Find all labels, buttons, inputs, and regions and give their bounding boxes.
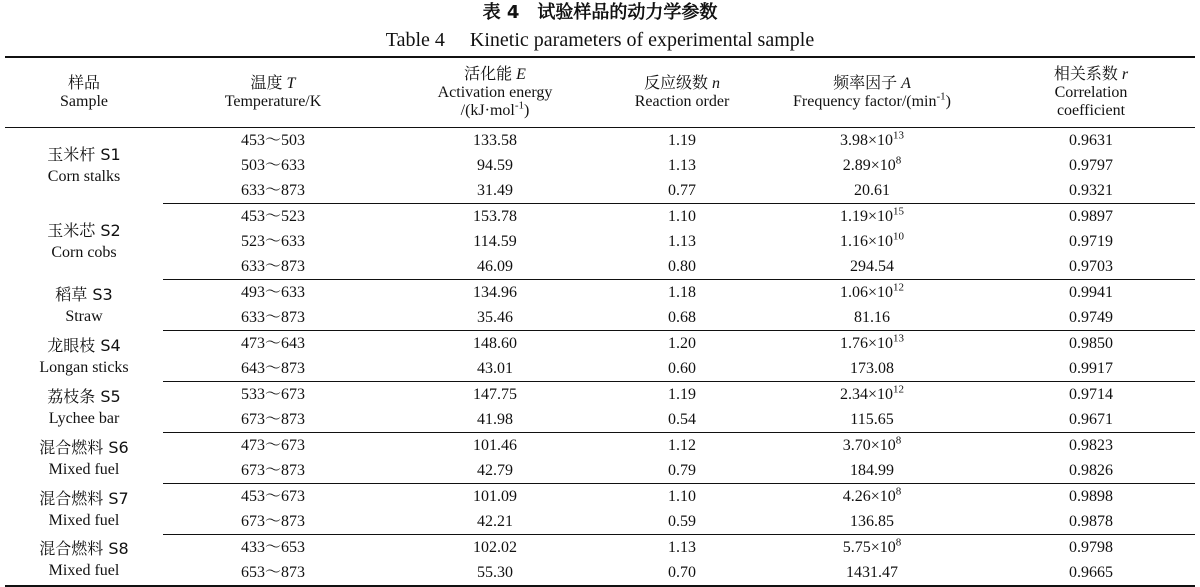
table-title-cn: 表 4 试验样品的动力学参数 bbox=[482, 2, 718, 23]
sample-name-en: Longan sticks bbox=[39, 358, 129, 376]
frequency-factor-base: 1431.47 bbox=[846, 564, 898, 581]
sample-name-cn: 混合燃料 S7 bbox=[39, 488, 129, 508]
frequency-factor-base: 173.08 bbox=[850, 360, 894, 377]
frequency-factor-base: 184.99 bbox=[850, 462, 894, 479]
frequency-factor-cell bbox=[757, 560, 987, 586]
frequency-factor-base: 115.65 bbox=[850, 411, 894, 428]
reaction-order-cell: 1.12 bbox=[668, 437, 696, 454]
activation-energy-cell: 31.49 bbox=[383, 178, 607, 204]
frequency-factor-base: 1.76×10 bbox=[839, 335, 894, 352]
sample-name-en: Lychee bar bbox=[48, 409, 120, 427]
activation-energy-cell: 94.59 bbox=[477, 157, 513, 174]
frequency-factor-cell bbox=[757, 433, 987, 459]
reaction-order-cell: 1.18 bbox=[668, 284, 696, 301]
frequency-factor-cell bbox=[757, 484, 987, 510]
correlation-cell: 0.9671 bbox=[987, 407, 1195, 433]
activation-energy-cell: 42.79 bbox=[383, 458, 607, 484]
temperature-cell: 633～873 bbox=[163, 305, 383, 331]
table-row bbox=[5, 280, 1195, 306]
sample-name-cn: 混合燃料 S8 bbox=[39, 539, 129, 559]
reaction-order-cell: 1.13 bbox=[668, 157, 696, 174]
frequency-factor-exponent: 15 bbox=[893, 205, 905, 218]
frequency-factor-exponent: 8 bbox=[895, 434, 902, 447]
temperature-cell: 453～523 bbox=[240, 208, 305, 225]
frequency-factor-exponent: 13 bbox=[893, 332, 905, 345]
temperature-cell: 673～873 bbox=[163, 407, 383, 433]
sample-cell bbox=[5, 382, 163, 433]
header-frequency-factor: 频率因子 A Frequency factor/$(\min^{-1})$ bbox=[757, 57, 987, 128]
table-row bbox=[5, 535, 1195, 561]
frequency-factor-cell bbox=[757, 305, 987, 331]
sample-name-en: Mixed fuel bbox=[48, 460, 120, 478]
activation-energy-cell: 46.09 bbox=[383, 254, 607, 280]
frequency-factor-cell bbox=[757, 204, 987, 230]
reaction-order-cell: 0.68 bbox=[607, 305, 757, 331]
correlation-cell: 0.9719 bbox=[1069, 233, 1113, 250]
frequency-factor-cell bbox=[757, 331, 987, 357]
activation-energy-cell: 35.46 bbox=[383, 305, 607, 331]
reaction-order-cell: 1.19 bbox=[668, 132, 696, 149]
frequency-factor-base: 2.89×10 bbox=[842, 157, 896, 174]
sample-name-cn: 荔枝条 S5 bbox=[47, 386, 121, 406]
activation-energy-cell: 148.60 bbox=[473, 335, 517, 352]
table-row bbox=[5, 560, 1195, 586]
frequency-factor-cell bbox=[757, 254, 987, 280]
frequency-factor-cell bbox=[757, 128, 987, 154]
correlation-cell: 0.9898 bbox=[1069, 488, 1113, 505]
sample-name-en: Corn cobs bbox=[51, 244, 117, 261]
header-reaction-order: 反应级数 n Reaction order bbox=[607, 57, 757, 128]
table-row bbox=[5, 229, 1195, 254]
sample-name-en: Straw bbox=[65, 307, 103, 325]
activation-energy-cell: 147.75 bbox=[473, 386, 517, 403]
sample-cell bbox=[5, 484, 163, 535]
temperature-cell: 673～873 bbox=[163, 509, 383, 535]
correlation-cell: 0.9850 bbox=[1069, 335, 1113, 352]
frequency-factor-exponent: 12 bbox=[893, 383, 905, 396]
sample-name-en: Corn stalks bbox=[47, 168, 121, 186]
kinetic-parameters-table bbox=[5, 56, 1195, 587]
temperature-cell: 533～673 bbox=[240, 386, 305, 403]
frequency-factor-cell bbox=[757, 178, 987, 204]
correlation-cell: 0.9714 bbox=[1069, 386, 1113, 403]
activation-energy-cell: 133.58 bbox=[473, 132, 517, 149]
sample-cell bbox=[5, 331, 163, 382]
temperature-cell: 633～873 bbox=[163, 178, 383, 204]
header-row bbox=[5, 57, 1195, 128]
frequency-factor-base: 1.19×10 bbox=[839, 208, 894, 225]
frequency-factor-base: 5.75×10 bbox=[842, 539, 896, 556]
frequency-factor-base: 1.06×10 bbox=[839, 284, 894, 301]
temperature-cell: 673～873 bbox=[163, 458, 383, 484]
table-row bbox=[5, 509, 1195, 535]
temperature-cell: 453～503 bbox=[240, 132, 305, 149]
frequency-factor-exponent: 8 bbox=[895, 154, 902, 167]
header-temperature: 温度 T Temperature/K bbox=[163, 57, 383, 128]
correlation-cell: 0.9798 bbox=[1069, 539, 1113, 556]
reaction-order-cell: 0.79 bbox=[607, 458, 757, 484]
correlation-cell: 0.9797 bbox=[1069, 157, 1113, 174]
sample-name-cn: 玉米杆 S1 bbox=[47, 145, 121, 165]
reaction-order-cell: 1.20 bbox=[668, 335, 696, 352]
temperature-cell: 523～633 bbox=[240, 233, 305, 250]
table-row bbox=[5, 178, 1195, 204]
reaction-order-cell: 0.59 bbox=[607, 509, 757, 535]
temperature-cell: 493～633 bbox=[240, 284, 305, 301]
sample-name-cn: 龙眼枝 S4 bbox=[47, 335, 121, 355]
activation-energy-cell: 101.46 bbox=[473, 437, 517, 454]
reaction-order-cell: 1.13 bbox=[668, 233, 696, 250]
reaction-order-cell: 1.19 bbox=[668, 386, 696, 403]
frequency-factor-base: 3.98×10 bbox=[839, 132, 894, 149]
frequency-factor-cell bbox=[757, 407, 987, 433]
table-title-en: Table 4 Kinetic parameters of experimental sample bbox=[385, 29, 815, 51]
header-correlation: 相关系数 r Correlation coefficient bbox=[987, 57, 1195, 128]
table-row bbox=[5, 305, 1195, 331]
frequency-factor-exponent: 8 bbox=[895, 536, 902, 549]
frequency-factor-exponent: 10 bbox=[893, 230, 905, 243]
temperature-cell: 473～643 bbox=[240, 335, 305, 352]
frequency-factor-cell bbox=[757, 356, 987, 382]
sample-cell bbox=[5, 433, 163, 484]
table-row bbox=[5, 128, 1195, 154]
frequency-factor-cell bbox=[757, 535, 987, 561]
reaction-order-cell: 0.80 bbox=[607, 254, 757, 280]
correlation-cell: 0.9941 bbox=[1069, 284, 1113, 301]
header-activation-energy: 活化能 E Activation energy /(kJ·mol$^{-1}$) bbox=[383, 57, 607, 128]
activation-energy-cell: 55.30 bbox=[477, 564, 513, 581]
temperature-cell: 473～673 bbox=[240, 437, 305, 454]
reaction-order-cell: 0.54 bbox=[607, 407, 757, 433]
temperature-cell: 643～873 bbox=[163, 356, 383, 382]
sample-name-cn: 稻草 S3 bbox=[55, 284, 113, 304]
temperature-cell: 433～653 bbox=[240, 539, 305, 556]
correlation-cell: 0.9631 bbox=[1069, 132, 1113, 149]
table-row bbox=[5, 153, 1195, 178]
frequency-factor-exponent: 13 bbox=[893, 129, 905, 142]
frequency-factor-base: 1.16×10 bbox=[839, 233, 894, 250]
frequency-factor-base: 294.54 bbox=[850, 258, 894, 275]
sample-name-cn: 玉米芯 S2 bbox=[47, 221, 121, 240]
temperature-cell: 503～633 bbox=[240, 157, 305, 174]
activation-energy-cell: 42.21 bbox=[383, 509, 607, 535]
table-row bbox=[5, 356, 1195, 382]
table-row bbox=[5, 331, 1195, 357]
frequency-factor-exponent: 12 bbox=[893, 281, 905, 294]
correlation-cell: 0.9703 bbox=[987, 254, 1195, 280]
activation-energy-cell: 102.02 bbox=[473, 539, 517, 556]
activation-energy-cell: 41.98 bbox=[383, 407, 607, 433]
correlation-cell: 0.9665 bbox=[1069, 564, 1113, 581]
correlation-cell: 0.9878 bbox=[987, 509, 1195, 535]
header-sample: 样品 Sample bbox=[5, 57, 163, 128]
reaction-order-cell: 0.60 bbox=[607, 356, 757, 382]
frequency-factor-base: 3.70×10 bbox=[842, 437, 896, 454]
frequency-factor-base: 81.16 bbox=[854, 309, 890, 326]
sample-cell bbox=[5, 280, 163, 331]
correlation-cell: 0.9917 bbox=[987, 356, 1195, 382]
reaction-order-cell: 0.70 bbox=[668, 564, 696, 581]
frequency-factor-cell bbox=[757, 280, 987, 306]
table-row bbox=[5, 407, 1195, 433]
frequency-factor-exponent: 8 bbox=[895, 485, 902, 498]
activation-energy-cell: 114.59 bbox=[473, 233, 517, 250]
sample-name-cn: 混合燃料 S6 bbox=[39, 437, 129, 457]
temperature-cell: 653～873 bbox=[240, 564, 305, 581]
frequency-factor-base: 2.34×10 bbox=[839, 386, 894, 403]
sample-name-en: Mixed fuel bbox=[48, 511, 120, 529]
temperature-cell: 633～873 bbox=[163, 254, 383, 280]
correlation-cell: 0.9826 bbox=[987, 458, 1195, 484]
table-row bbox=[5, 204, 1195, 230]
table-row bbox=[5, 484, 1195, 510]
activation-energy-cell: 153.78 bbox=[473, 208, 517, 225]
table-row bbox=[5, 382, 1195, 408]
reaction-order-cell: 1.10 bbox=[668, 488, 696, 505]
activation-energy-cell: 43.01 bbox=[383, 356, 607, 382]
frequency-factor-base: 20.61 bbox=[854, 182, 890, 199]
sample-cell bbox=[5, 128, 163, 204]
table-row bbox=[5, 254, 1195, 280]
correlation-cell: 0.9321 bbox=[987, 178, 1195, 204]
frequency-factor-cell bbox=[757, 229, 987, 254]
reaction-order-cell: 0.77 bbox=[607, 178, 757, 204]
sample-name-en: Mixed fuel bbox=[48, 562, 120, 580]
frequency-factor-base: 4.26×10 bbox=[842, 488, 896, 505]
activation-energy-cell: 134.96 bbox=[473, 284, 517, 301]
temperature-cell: 453～673 bbox=[240, 488, 305, 505]
frequency-factor-cell bbox=[757, 153, 987, 178]
correlation-cell: 0.9823 bbox=[1069, 437, 1113, 454]
frequency-factor-cell bbox=[757, 382, 987, 408]
correlation-cell: 0.9749 bbox=[987, 305, 1195, 331]
correlation-cell: 0.9897 bbox=[1069, 208, 1113, 225]
frequency-factor-cell bbox=[757, 458, 987, 484]
activation-energy-cell: 101.09 bbox=[473, 488, 517, 505]
frequency-factor-base: 136.85 bbox=[850, 513, 894, 530]
sample-cell bbox=[5, 204, 163, 280]
table-row bbox=[5, 458, 1195, 484]
table-body bbox=[5, 128, 1195, 587]
reaction-order-cell: 1.10 bbox=[668, 208, 696, 225]
reaction-order-cell: 1.13 bbox=[668, 539, 696, 556]
table-row bbox=[5, 433, 1195, 459]
frequency-factor-cell bbox=[757, 509, 987, 535]
sample-cell bbox=[5, 535, 163, 587]
